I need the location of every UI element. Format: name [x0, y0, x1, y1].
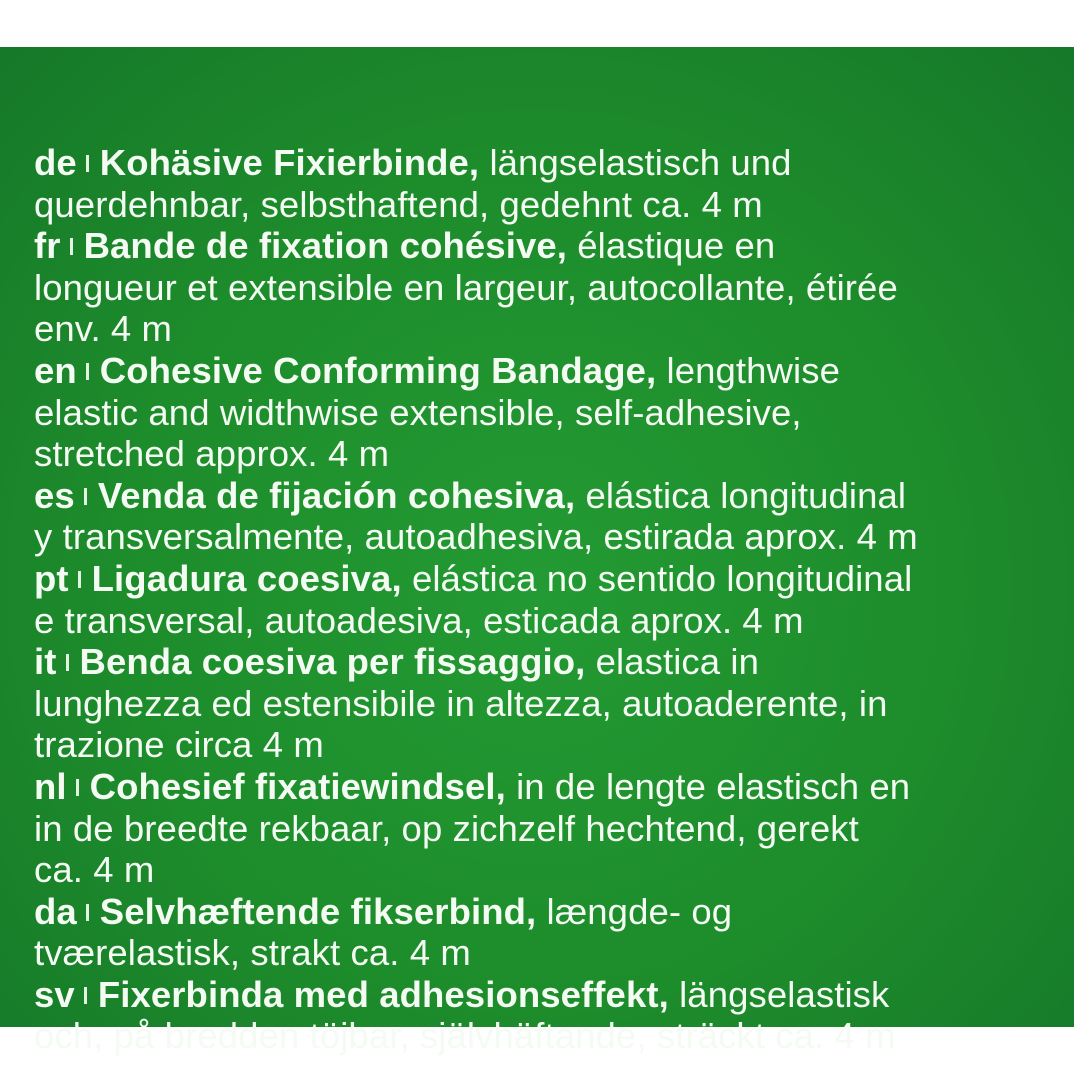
description-text: lengthwise: [666, 349, 840, 391]
language-entry-de: [34, 142, 1074, 225]
separator-bar: [66, 654, 69, 671]
entry-line: [34, 891, 1074, 933]
entry-line: [34, 392, 1074, 434]
language-entry-es: [34, 475, 1074, 558]
separator-bar: [86, 904, 89, 921]
description-text: elástica no sentido longitudinal: [411, 557, 913, 599]
description-text: e transversal, autoadesiva, esticada aprox. 4 m: [34, 599, 804, 641]
description-text: élastique en: [577, 225, 776, 267]
description-text: längselastisch und: [489, 142, 792, 183]
description-text: trazione circa 4 m: [34, 724, 324, 766]
entry-line: [34, 683, 1074, 725]
description-text: længde- og: [546, 890, 733, 932]
language-entry-fr: [34, 225, 1074, 350]
product-title: Cohesive Conforming Bandage,: [99, 349, 657, 391]
description-text: lunghezza ed estensibile in altezza, autoaderente, in: [34, 682, 888, 724]
language-code: nl: [34, 765, 67, 807]
packaging-label-panel: [0, 47, 1074, 1057]
product-title: Ligadura coesiva,: [91, 557, 402, 599]
product-title: Fixerbinda med adhesionseffekt,: [97, 973, 669, 1015]
product-title: Bande de fixation cohésive,: [83, 225, 567, 267]
description-text: querdehnbar, selbsthaftend, gedehnt ca. 4 m: [34, 183, 763, 225]
product-title: Selvhæftende fikserbind,: [99, 890, 537, 932]
language-code: en: [34, 349, 77, 391]
entry-line: [34, 308, 1074, 350]
entry-line: [34, 600, 1074, 642]
separator-bar: [76, 779, 79, 796]
product-title: Benda coesiva per fissaggio,: [79, 641, 586, 683]
product-title: Venda de fijación cohesiva,: [97, 474, 576, 516]
entry-line: [34, 932, 1074, 974]
language-code: es: [34, 474, 75, 516]
entry-line: [34, 516, 1074, 558]
entry-line: [34, 558, 1074, 600]
language-entry-pt: [34, 558, 1074, 641]
language-code: fr: [34, 225, 61, 267]
description-text: in de breedte rekbaar, op zichzelf hechtend, gerekt: [34, 807, 859, 849]
entry-line: [34, 849, 1074, 891]
entry-line: [34, 433, 1074, 475]
description-text: longueur et extensible en largeur, autocollante, étirée: [34, 266, 898, 308]
description-text: elastic and widthwise extensible, self-adhesive,: [34, 391, 802, 433]
separator-bar: [86, 363, 89, 380]
separator-bar: [78, 571, 81, 588]
description-text: och, på bredden töjbar, självhäftande, sträckt ca. 4 m: [34, 1015, 896, 1057]
separator-bar: [84, 488, 87, 505]
description-text: längselastisk: [679, 973, 890, 1015]
entry-line: [34, 475, 1074, 517]
description-text: elástica longitudinal: [585, 474, 907, 516]
language-entry-da: [34, 891, 1074, 974]
description-text: in de lengte elastisch en: [516, 765, 911, 807]
multilingual-description-list: [34, 142, 1074, 1057]
entry-line: [34, 267, 1074, 309]
separator-bar: [70, 238, 73, 255]
entry-line: [34, 808, 1074, 850]
description-text: elastica in: [595, 641, 760, 683]
language-code: da: [34, 890, 77, 932]
language-code: it: [34, 641, 57, 683]
separator-bar: [86, 155, 89, 172]
language-entry-nl: [34, 766, 1074, 891]
description-text: y transversalmente, autoadhesiva, estirada aprox. 4 m: [34, 516, 918, 558]
entry-line: [34, 142, 1074, 184]
product-title: Kohäsive Fixierbinde,: [99, 142, 480, 183]
separator-bar: [84, 987, 87, 1004]
language-code: pt: [34, 557, 69, 599]
entry-line: [34, 184, 1074, 226]
language-entry-sv: [34, 974, 1074, 1057]
entry-line: [34, 641, 1074, 683]
description-text: tværelastisk, strakt ca. 4 m: [34, 932, 471, 974]
entry-line: [34, 974, 1074, 1016]
description-text: stretched approx. 4 m: [34, 433, 390, 475]
language-entry-en: [34, 350, 1074, 475]
language-code: sv: [34, 973, 75, 1015]
description-text: ca. 4 m: [34, 849, 155, 891]
language-entry-it: [34, 641, 1074, 766]
entry-line: [34, 350, 1074, 392]
description-text: env. 4 m: [34, 308, 173, 350]
product-title: Cohesief fixatiewindsel,: [89, 765, 506, 807]
entry-line: [34, 1015, 1074, 1057]
entry-line: [34, 225, 1074, 267]
language-code: de: [34, 142, 77, 183]
entry-line: [34, 766, 1074, 808]
entry-line: [34, 724, 1074, 766]
